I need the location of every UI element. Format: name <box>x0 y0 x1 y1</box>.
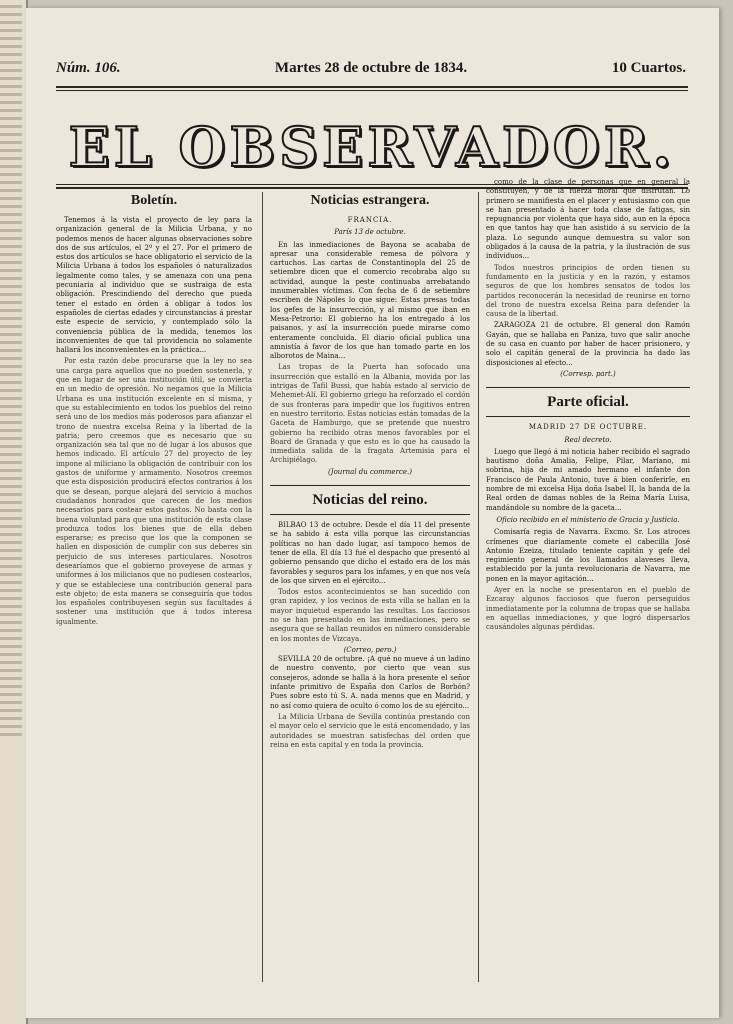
right-body-3-continued: Ayer en la noche se presentaron en el pueblo de Ezcaray algunos facciosos que fueron perseguidos inmediatamente por la columna de tropas que se hallaba en aquellas inmediaciones, y que logró dispersarlos causándoles algunas pérdidas. <box>486 585 690 632</box>
column-rule-1 <box>262 192 263 982</box>
real-decreto-label: Real decreto. <box>564 435 612 444</box>
left-heading: Boletín. <box>130 193 178 208</box>
newspaper-page <box>26 8 719 1018</box>
oficio-line: Oficio recibido en el ministerio de Gracia y Justicia. <box>496 515 680 524</box>
right-body-2: Luego que llegó á mi noticia haber recibido el sagrado bautismo doña Amalia, Felipe, Pilar, Mariano, mi sobrina, hija de mi amado hermano el infante don Francisco de Paula Antonio, tuve á bien conferirle, en nombre de mi excelsa Hija doña Isabel II, la banda de la Real orden de damas nobles de la Reina María Luisa, mandándole su nombre de la gaceta... <box>486 447 690 512</box>
column-left <box>56 192 252 629</box>
dateline <box>56 58 686 80</box>
journal-reference: (Journal du commerce.) <box>328 467 412 476</box>
bilbao-report: BILBAO 13 de octubre. Desde el día 11 del presente se ha sabido á esta villa porque las circunstancias políticas no han dado lugar, así tampoco hemos de tener de ella. El día 13 fué el despacho que presentó al gobierno pensando que dicho el estado era de los más favorables y seguros para los infames, y en que nos veía de los que sirven en el ejército... <box>270 521 470 585</box>
right-body-continued: Todos nuestros principios de orden tienen su fundamento en la justicia y en la razón, y estamos seguros de que los hombres sensatos de todos los partidos reconocerán la necesidad de reunirse en torno del trono de nuestra excelsa Reina para defender la causa de la libertad. <box>486 263 690 319</box>
rule-top-thin <box>56 90 688 91</box>
column-right <box>486 178 690 634</box>
madrid-dateline: MADRID 27 DE OCTUBRE. <box>528 423 648 432</box>
middle-body: En las inmediaciones de Bayona se acababa de apresar una considerable remesa de pólvora y cartuchos. Las cartas de Constantinopla del 25 de setiembre dicen que el comercio recobraba algo su actividad, aunque la peste continuaba arrebatando innumerables víctimas. Con fecha de 6 de setiembre escriben de Nápoles lo que sigue: Estas presas todas los gefes de la insurrección, y al mismo que iban en Mesa-Petrorio: El gobierno ha los entregado á los paisanos, y así la insurrección puede mirarse como enteramente concluida. El diario oficial publica una amnistía á favor de los que han tomado parte en los alborotos de Maina... <box>270 240 470 361</box>
correo-reference: (Correo, pero.) <box>343 645 397 654</box>
column-rule-2 <box>478 192 479 982</box>
left-body-continued: Por esta razón debe procurarse que la ley no sea una carga para aquellos que no pueden sostenerla, y que en lugar de ser una institución útil, se convierta en un medio de opresión. No negamos que la Milicia Urbana es una institución excelente en sí misma, y que su establecimiento en todos los pueblos del reino será uno de los medios más poderosos para afianzar el trono de nuestra excelsa Reina y la libertad de la patria; pero creemos que es necesario que su organización sea tal que no dé lugar á los abusos que hemos indicado. El artículo 27 del proyecto de ley impone al miliciano la obligación de contribuir con los gastos de uniforme y armamento. Nosotros creemos que esta disposición producirá efectos contrarios á los que se desean, porque alejará del servicio á muchos ciudadanos honrados que carecen de los medios necesarios para costear estos gastos. No basta con la buena voluntad para que una institución de esta clase produzca todos los bienes que de ella deben esperarse; es preciso que los que la componen se hallen en disposición de cumplir con sus deberes sin perjuicio de sus intereses particulares. Nosotros desearíamos que el gobierno proveyese de armas y uniformes á los milicianos que no pudiesen costearlos, y que se estableciese una contribución general para este objeto; de esta manera se conseguiría que todos los españoles contribuyesen según sus facultades á sostener una institución que á todos interesa igualmente. <box>56 357 252 626</box>
right-body-3: Comisaría regia de Navarra. Excmo. Sr. Los atroces crímenes que diariamente comete el cabecilla José Antonio Ezeiza, titulado teniente capitán y gefe del regimiento general de los llamados alaveses lleva, establecido por la junta revolucionaria de Navarra, me ponen en la mayor agitación... <box>486 528 690 583</box>
bilbao-report-continued: Todos estos acontecimientos se han sucedido con gran rapidez, y los vecinos de esta villa se hallan en la mayor inquietud esperando las resultas. Los facciosos no se han presentado en las inmediaciones, pero se asegura que se hallan reunidos en número considerable en los montes de Vizcaya. <box>270 588 470 643</box>
right-heading-oficial: Parte oficial. <box>486 387 690 417</box>
masthead-title: EL OBSERVADOR. <box>68 115 676 179</box>
zaragoza-report: ZARAGOZA 21 de octubre. El general don Ramón Gayán, que se hallaba en Paniza, tuvo que salir anoche de su casa en cuanto por haber de hacer prisionero, y solo el capitán general de la provincia ha dado las disposiciones al efecto... <box>486 321 690 367</box>
middle-heading: Noticias estrangera. <box>310 193 430 208</box>
issue-price: 10 Cuartos. <box>611 60 686 76</box>
left-body: Tenemos á la vista el proyecto de ley para la organización general de la Milicia Urbana, y no podemos menos de hacer algunas observaciones sobre dos de sus artículos, el 2º y el 27. Por el primero de estos dos artículos se hace obligatorio el servicio de la Milicia Urbana á todos los españoles ó naturalizados legalmente como tales, y se amenaza con una pena pecuniaria al individuo que se sustraiga de esta obligación. Prescindiendo del derecho que pueda tener el estado en órden á obligar á todos los españoles de ciertas edades y circunstancias á prestar este especie de servicio, y contemplado sólo la conveniencia pública de la medida, tenemos los inconvenientes de que tal providencia no solamente hallará los inconvenientes en la práctica... <box>56 216 252 355</box>
right-body: como de la clase de personas que en general la constituyen, y de la fuerza moral que disfrutan. Lo primero se manifiesta en el placer y entusiasmo con que se han presentado á hacer toda clase de fatigas, sin repugnancia por violenta que haya sido, aun en la época en que tantos hay que han asistido á su servicio de la plaza. Lo segundo aunque demuestra su valor son obligados á la causa de la patria, y la ilustración de sus individuos... <box>486 178 690 261</box>
middle-heading-reino: Noticias del reino. <box>270 485 470 515</box>
sevilla-report-continued: La Milicia Urbana de Sevilla continúa prestando con el mayor celo el servicio que le está encomendado, y las autoridades se muestran satisfechas del orden que reina en esta capital y en toda la provincia. <box>270 712 470 749</box>
previous-page-edge <box>0 0 28 1024</box>
middle-body-continued: Las tropas de la Puerta han sofocado una insurrección que estalló en la Albania, movida por las intrigas de Tafil Bussi, que había estado al servicio de Mehemet-Alí. El gobierno griego ha reforzado el cordón de sus fronteras para impedir que los fugitivos entren en nuestro territorio. Estas noticias están tomadas de la Gaceta de Hamburgo, que se pretende que nuestro gobierno ha recibido otras menos favorables por el Board de Granada y que esto es lo que ha causado la inmediata salida de la fragata Artemisia para el Archipiélago. <box>270 363 470 465</box>
rule-top <box>56 86 688 88</box>
france-label: FRANCIA. <box>347 216 393 224</box>
corresp-reference: (Corresp. part.) <box>560 369 616 378</box>
issue-number: Núm. 106. <box>56 60 121 76</box>
column-middle <box>270 192 470 752</box>
sevilla-report: SEVILLA 20 de octubre. ¡A qué no mueve á un ladino de nuestro convento, por cierto que vean sus consejeros, adonde se halla á la hora presente el señor infante primitivo de España don Carlos de Borbón? Pues sobre esto tú S. A. nada menos que en Madrid, y no así como quiera de oculto ó como los de su ejército... <box>270 655 470 710</box>
issue-date: Martes 28 de octubre de 1834. <box>274 60 468 76</box>
paris-dateline: París 13 de octubre. <box>334 228 406 237</box>
